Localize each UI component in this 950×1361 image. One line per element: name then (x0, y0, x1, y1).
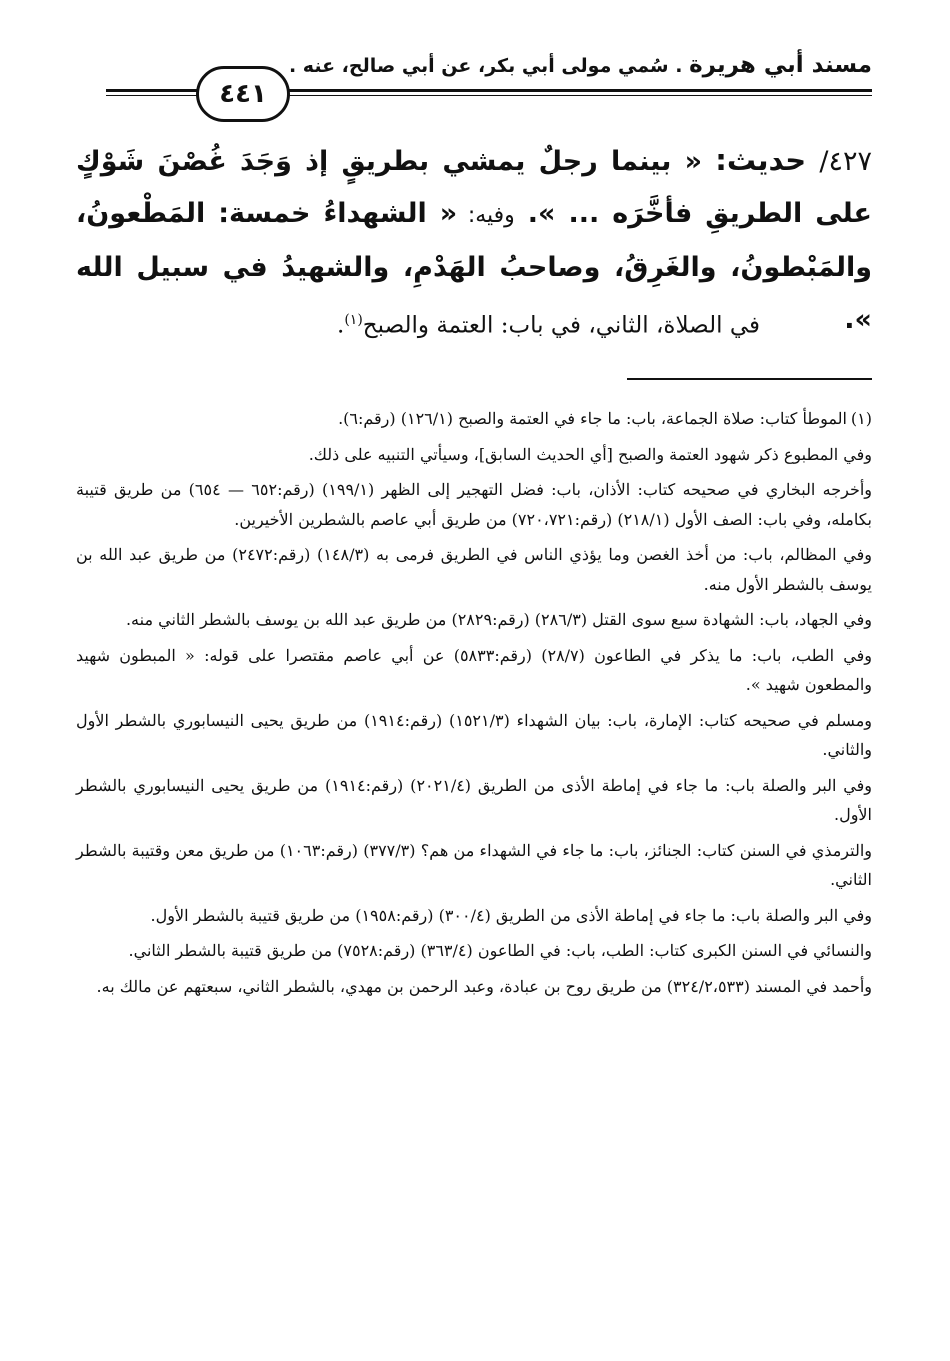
footnote-text: والترمذي في السنن كتاب: الجنائز، باب: ما جاء في الشهداء من هم؟ (٣٧٧/٣) (رقم:١٠٦٣) من طريق معن وقتيبة بالشطر الثاني. (76, 840, 872, 889)
footnote-paragraph (76, 641, 872, 700)
header-chain: سُمي مولى أبي بكر، عن أبي صالح، عنه . (288, 55, 669, 77)
page-number: ٤٤١ (219, 79, 267, 109)
footnote-text: وأحمد في المسند (٣٢٤/٢،٥٣٣) من طريق روح بن عبادة، وعبد الرحمن بن مهدي، بالشطر الثاني، سبعتهم عن مالك به. (96, 976, 872, 996)
footnote-paragraph (76, 972, 872, 1002)
running-header (288, 48, 872, 82)
header-separator: . (675, 55, 683, 77)
footnote-paragraph (76, 771, 872, 830)
footnote-text: وفي البر والصلة باب: ما جاء في إماطة الأذى من الطريق (٣٠٠/٤) (رقم:١٩٥٨) من طريق قتيبة بالشطر الأول. (150, 905, 872, 925)
footnote-marker: (١) (850, 409, 872, 428)
footnote-text: وفي البر والصلة باب: ما جاء في إماطة الأذى من الطريق (٢٠٢١/٤) (رقم:١٩١٤) من طريق يحيى النيسابوري بالشطر الأول. (76, 775, 873, 824)
hadith-keyword: حديث: (715, 143, 807, 177)
footnote-text: والنسائي في السنن الكبرى كتاب: الطب، باب: في الطاعون (٣٦٣/٤) (رقم:٧٥٢٨) من طريق قتيبة بالشطر الثاني. (128, 941, 872, 960)
book-title: مسند أبي هريرة (689, 52, 872, 78)
footnote-text: وفي الجهاد، باب: الشهادة سبع سوى القتل (٢٨٦/٣) (رقم:٢٨٢٩) من طريق عبد الله بن يوسف بالشطر الثاني منه. (125, 610, 872, 629)
footnote-paragraph (76, 404, 872, 434)
hadith-number: ٤٢٧/ (819, 146, 872, 177)
footnote-text: وفي المظالم، باب: من أخذ الغصن وما يؤذي الناس في الطريق فرمى به (١٤٨/٣) (رقم:٢٤٧٢) من طريق عبد الله بن يوسف بالشطر الأول منه. (76, 545, 872, 594)
footnotes (76, 404, 872, 1007)
hadith-connector: وفيه: (457, 203, 515, 228)
footnote-separator (627, 378, 872, 380)
footnote-text: ومسلم في صحيحه كتاب: الإمارة، باب: بيان الشهداء (١٥٢١/٣) (رقم:١٩١٤) من طريق يحيى النيسابوري بالشطر الأول والثاني. (76, 710, 872, 759)
footnote-paragraph (76, 936, 872, 966)
footnote-text: الموطأ كتاب: صلاة الجماعة، باب: ما جاء في العتمة والصبح (١٢٦/١) (رقم:٦). (338, 409, 847, 428)
footnote-text: وفي الطب، باب: ما يذكر في الطاعون (٢٨/٧) (رقم:٥٨٣٣) عن أبي عاصم مقتصرا على قوله: « المبطون شهيد والمطعون شهيد ». (76, 645, 872, 694)
hadith-main-text: « بينما رجلٌ يمشي بطريقٍ إذ وَجَدَ غُصْنَ شَوْكٍ على الطريقِ فأخَّرَه ... ». (76, 146, 872, 229)
footnote-paragraph (76, 475, 872, 534)
footnote-text: وأخرجه البخاري في صحيحه كتاب: الأذان، باب: فضل التهجير إلى الظهر (١٩٩/١) (رقم:٦٥٢ — ٦٥٤) من طريق قتيبة بكامله، وفي باب: الصف الأول (٢١٨/١) (رقم:٧٢٠،٧٢١) من طريق أبي عاصم بالشطرين الأخيرين. (76, 480, 873, 529)
footnote-paragraph (76, 540, 872, 599)
page-number-badge (196, 66, 290, 122)
footnote-paragraph (76, 706, 872, 765)
footnote-ref[interactable]: (١) (344, 312, 363, 328)
footnote-text: وفي المطبوع ذكر شهود العتمة والصبح [أي الحديث السابق]، وسيأتي التنبيه على ذلك. (308, 444, 872, 464)
footnote-paragraph (76, 440, 872, 470)
hadith-source (337, 300, 760, 346)
hadith-second-text: « الشهداءُ خمسة: المَطْعونُ، والمَبْطونُ، والغَرِقُ، وصاحبُ الهَدْمِ، والشهيدُ في سبيل الله ». (76, 198, 872, 335)
source-text: في الصلاة، الثاني، في باب: العتمة والصبح (362, 312, 760, 339)
footnote-paragraph (76, 901, 872, 931)
source-end: . (337, 312, 345, 339)
footnote-paragraph (76, 605, 872, 635)
footnote-paragraph (76, 836, 872, 895)
